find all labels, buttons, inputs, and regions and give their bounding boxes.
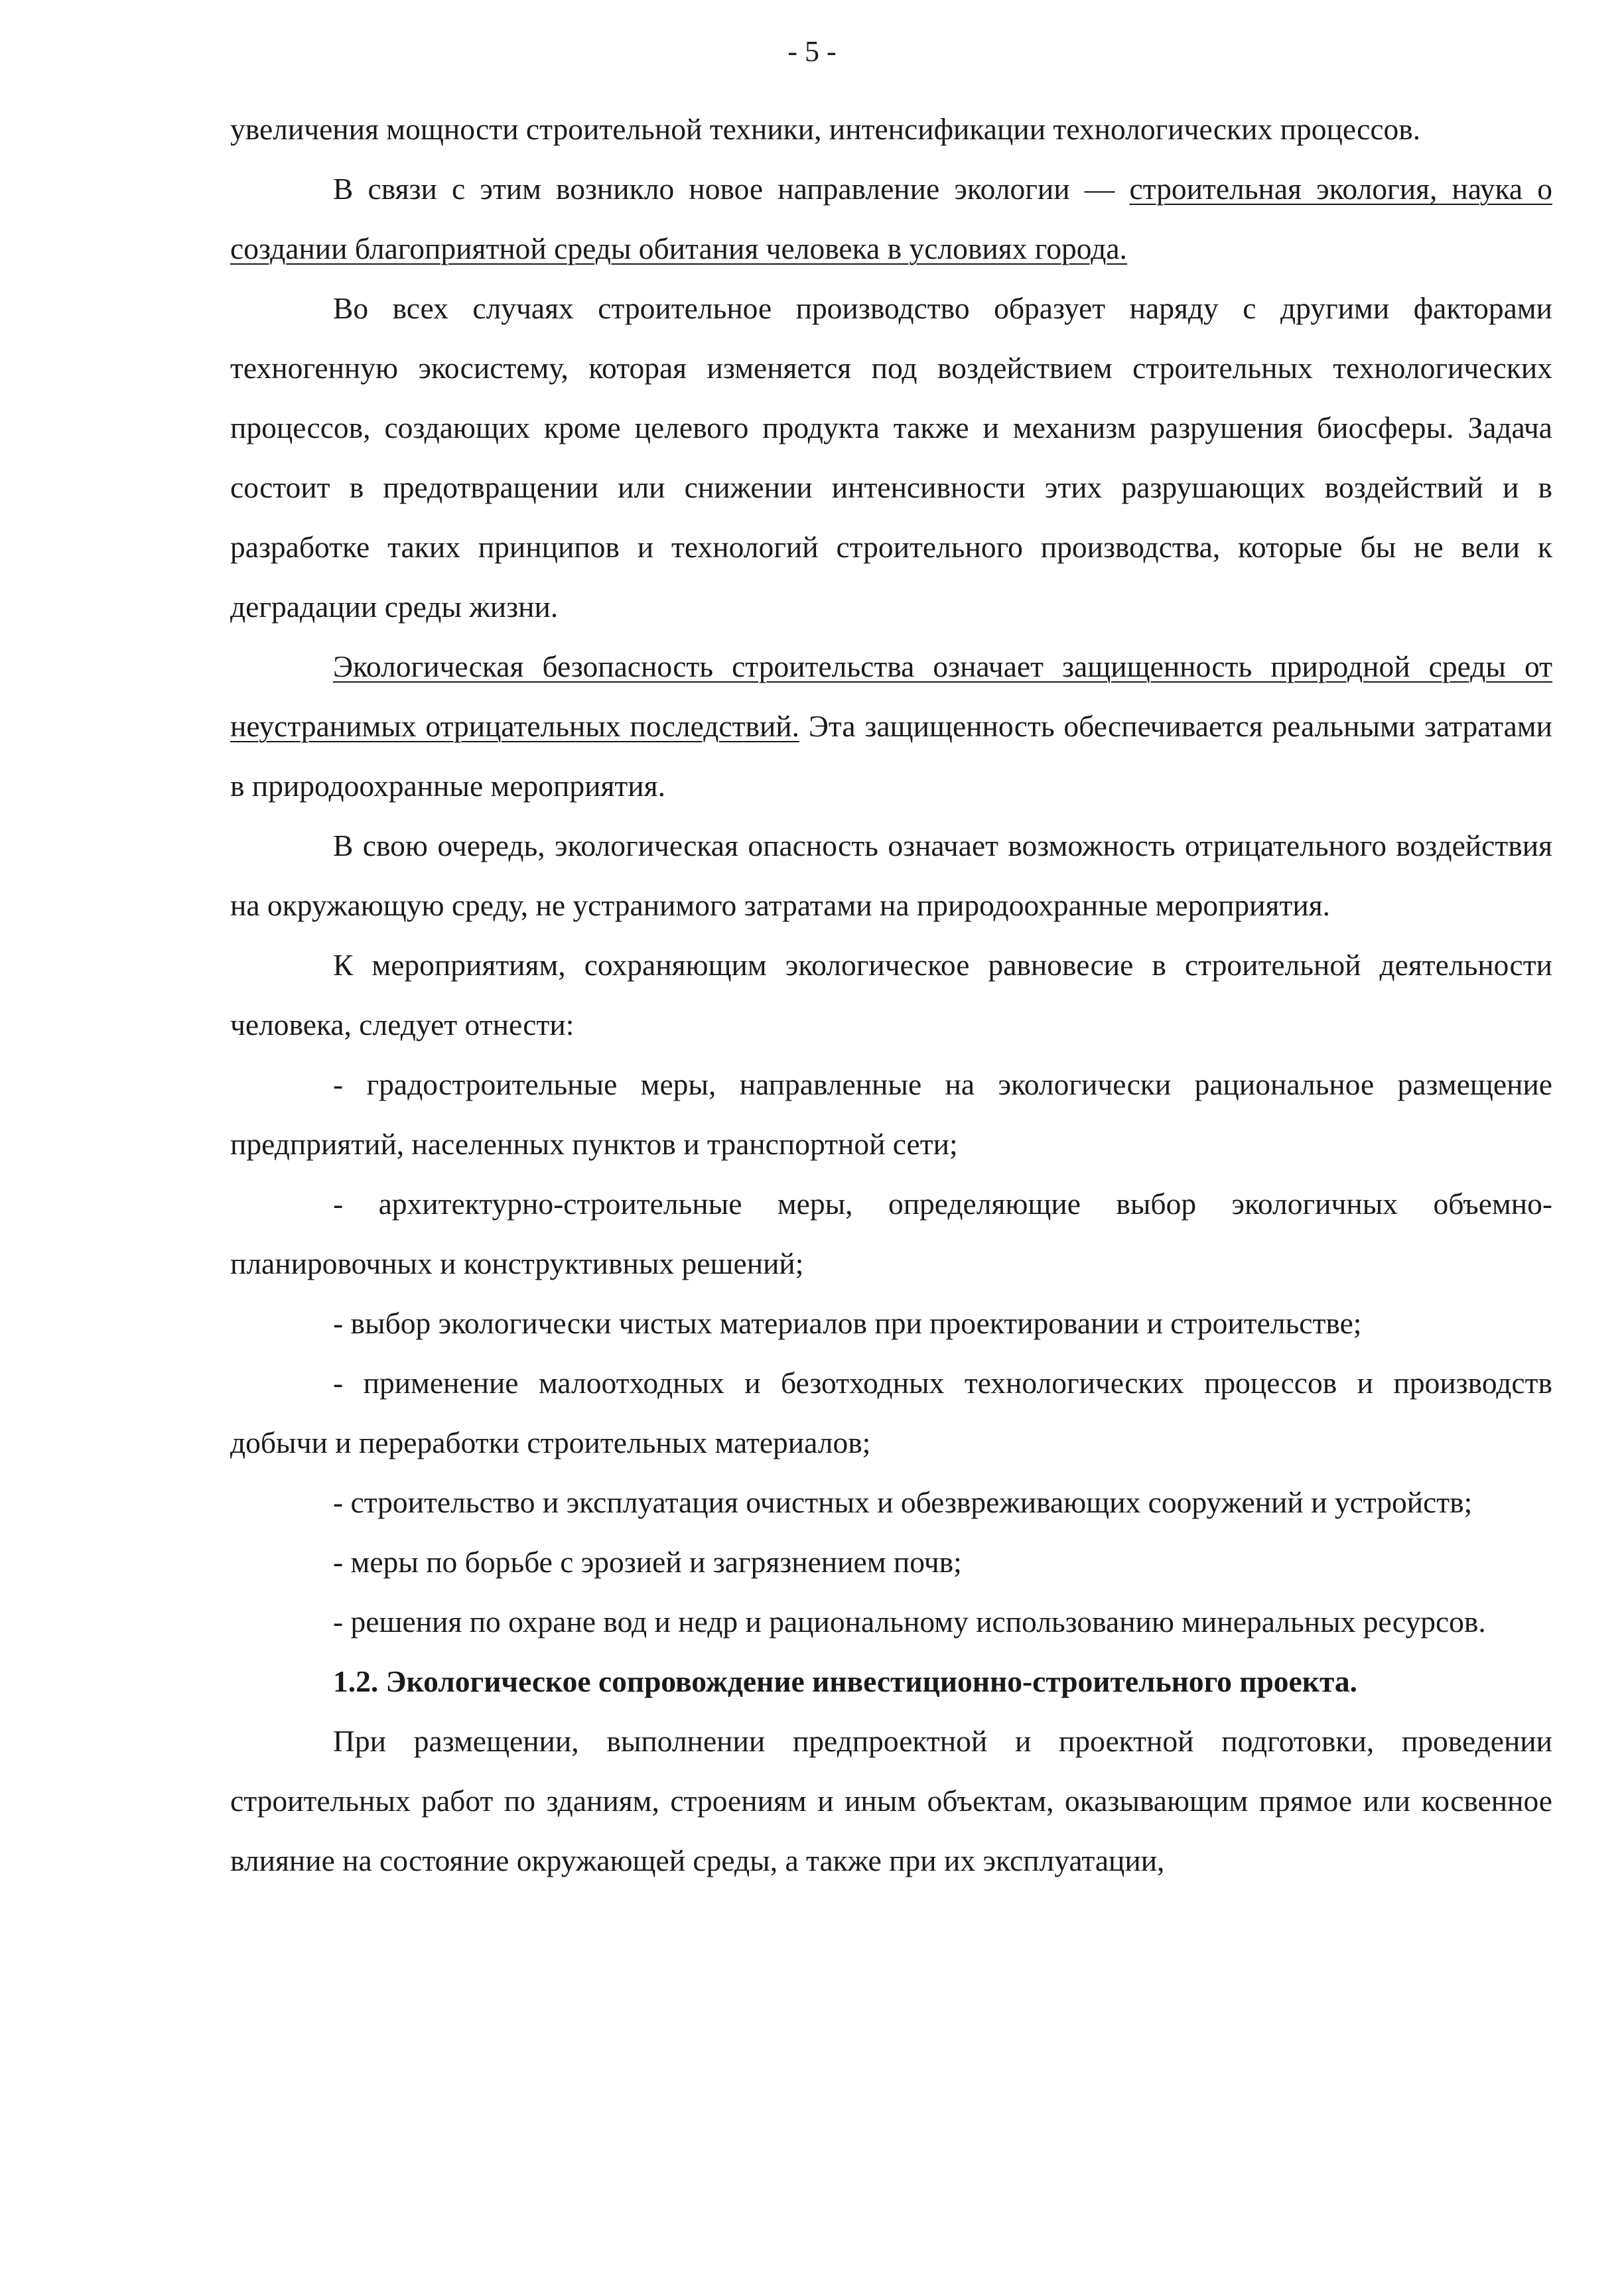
paragraph-2-lead: В связи с этим возникло новое направление экологии —	[333, 172, 1130, 206]
paragraph-2	[230, 159, 1552, 279]
list-item: - строительство и эксплуатация очистных и обезвреживающих сооружений и устройств;	[333, 1485, 1473, 1519]
paragraph-1: увеличения мощности строительной техники, интенсификации технологических процессов.	[230, 112, 1421, 146]
underlined-definition-building-ecology: строительная экология, наука о создании благоприятной среды обитания человека в условиях города.	[230, 172, 1552, 265]
list-item: - градостроительные меры, направленные на экологически рациональное размещение предприятий, населенных пунктов и транспортной сети;	[230, 1067, 1552, 1161]
paragraph-3: Во всех случаях строительное производство образует наряду с другими факторами техногенную экосистему, которая изменяется под воздействием строительных технологических процессов, создающих кроме целевого продукта также и механизм разрушения биосферы. Задача состоит в предотвращении или снижении интенсивности этих разрушающих воздействий и в разработке таких принципов и технологий строительного производства, которые бы не вели к деградации среды жизни.	[230, 291, 1552, 624]
paragraph-4	[230, 637, 1552, 816]
list-item: - меры по борьбе с эрозией и загрязнением почв;	[333, 1545, 962, 1579]
list-item: - архитектурно-строительные меры, определяющие выбор экологичных объемно-планировочных и конструктивных решений;	[230, 1187, 1552, 1280]
paragraph-4-tail: Эта защищенность обеспечивается реальными затратами в природоохранные мероприятия.	[230, 709, 1552, 803]
page-number: - 5 -	[787, 35, 837, 68]
list-item: - применение малоотходных и безотходных технологических процессов и производств добычи и переработки строительных материалов;	[230, 1366, 1552, 1459]
list-item: - выбор экологически чистых материалов при проектировании и строительстве;	[333, 1306, 1362, 1340]
section-heading: 1.2. Экологическое сопровождение инвестиционно-строительного проекта.	[333, 1664, 1357, 1698]
body-text	[230, 100, 1552, 1891]
final-paragraph: При размещении, выполнении предпроектной и проектной подготовки, проведении строительных работ по зданиям, строениям и иным объектам, оказывающим прямое или косвенное влияние на состояние окружающей среды, а также при их эксплуатации,	[230, 1724, 1552, 1877]
paragraph-6: К мероприятиям, сохраняющим экологическое равновесие в строительной деятельности человека, следует отнести:	[230, 948, 1552, 1041]
paragraph-5: В свою очередь, экологическая опасность означает возможность отрицательного воздействия на окружающую среду, не устранимого затратами на природоохранные мероприятия.	[230, 829, 1552, 922]
underlined-definition-safety: Экологическая безопасность строительства означает защищенность природной среды от неустранимых отрицательных последствий.	[230, 649, 1552, 743]
list-item: - решения по охране вод и недр и рациональному использованию минеральных ресурсов.	[333, 1605, 1486, 1639]
